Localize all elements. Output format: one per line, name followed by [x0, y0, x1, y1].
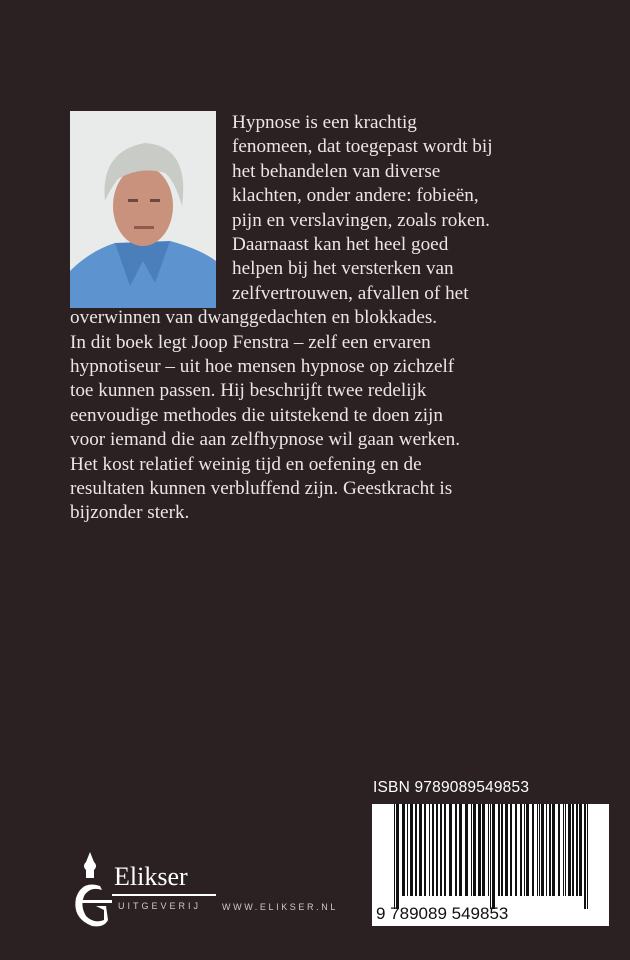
barcode-bar — [432, 804, 434, 896]
barcode-bar — [444, 804, 446, 896]
barcode-bar — [410, 804, 413, 896]
barcode-bar — [465, 804, 468, 896]
barcode-bar — [478, 804, 481, 896]
barcode-bar — [587, 804, 588, 909]
barcode-bar — [436, 804, 438, 896]
barcode-digits: 9 789089 549853 — [376, 904, 509, 923]
blurb-line: toe kunnen passen. Hij beschrijft twee redelijk — [70, 380, 427, 402]
barcode — [372, 804, 609, 926]
barcode-bar — [424, 804, 426, 896]
barcode-bar — [473, 804, 476, 896]
barcode-bar — [537, 804, 538, 896]
blurb-line: Het kost relatief weinig tijd en oefening en de — [70, 453, 422, 475]
barcode-bar — [396, 804, 399, 909]
barcode-bar — [565, 804, 566, 896]
barcode-bar — [546, 804, 547, 896]
blurb-line: pijn en verslavingen, zoals roken. — [232, 209, 490, 231]
barcode-bar — [498, 804, 500, 896]
publisher-website[interactable]: WWW.ELIKSER.NL — [222, 902, 338, 912]
publisher-subtitle: UITGEVERIJ — [118, 901, 202, 911]
blurb-line: resultaten kunnen verbluffend zijn. Geestkracht is — [70, 478, 453, 499]
blurb-line: Hypnose is een krachtig — [232, 112, 417, 133]
logo-divider — [112, 894, 216, 896]
barcode-bar — [526, 804, 529, 896]
blurb-line: voor iemand die aan zelfhypnose wil gaan werken. — [70, 429, 460, 451]
blurb-line: In dit boek legt Joop Fenstra – zelf een ervaren — [70, 331, 431, 353]
blurb-line: hypnotiseur – uit hoe mensen hypnose op zichzelf — [70, 356, 455, 377]
publisher-name: Elikser — [114, 862, 188, 891]
blurb-line: klachten, onder andere: fobieën, — [232, 185, 479, 207]
barcode-bar — [539, 804, 540, 896]
barcode-bar — [492, 804, 495, 909]
barcode-bar — [558, 804, 560, 896]
barcode-bar — [584, 804, 586, 909]
blurb-line: Daarnaast kan het heel goed — [232, 234, 449, 255]
barcode-bar — [501, 804, 503, 896]
blurb-line: helpen bij het versterken van — [232, 258, 454, 280]
barcode-bar — [455, 804, 457, 896]
barcode-bar — [488, 804, 489, 896]
barcode-bar — [440, 804, 442, 896]
barcode-bar — [505, 804, 508, 896]
barcode-bar — [541, 804, 544, 896]
barcode-bar — [459, 804, 462, 896]
barcode-bar — [394, 804, 395, 909]
barcode-bar — [429, 804, 430, 896]
barcode-bar — [515, 804, 517, 896]
barcode-bars — [392, 804, 592, 909]
barcode-bar — [552, 804, 555, 896]
blurb-line: fenomeen, dat toegepast wordt bij — [232, 136, 493, 158]
blurb-line: het behandelen van diverse — [232, 160, 441, 182]
barcode-bar — [449, 804, 452, 896]
barcode-bar — [471, 804, 472, 896]
barcode-bar — [579, 804, 582, 896]
barcode-bar — [576, 804, 578, 896]
barcode-bar — [490, 804, 491, 909]
barcode-bar — [407, 804, 408, 896]
barcode-bar — [415, 804, 417, 896]
barcode-bar — [520, 804, 522, 896]
barcode-bar — [419, 804, 422, 896]
isbn-label: ISBN 9789089549853 — [373, 779, 530, 796]
barcode-bar — [568, 804, 571, 896]
blurb-line: eenvoudige methodes die uitstekend te doen zijn — [70, 404, 443, 426]
publisher-logo-icon — [70, 850, 114, 934]
author-photo — [70, 111, 216, 308]
barcode-bar — [524, 804, 525, 896]
barcode-bar — [510, 804, 512, 896]
barcode-bar — [563, 804, 564, 896]
blurb-line: bijzonder sterk. — [70, 502, 190, 524]
barcode-bar — [532, 804, 534, 896]
barcode-bar — [549, 804, 551, 896]
blurb-line: overwinnen van dwanggedachten en blokkades. — [70, 307, 438, 329]
barcode-bar — [402, 804, 405, 896]
blurb-line: zelfvertrouwen, afvallen of het — [232, 282, 469, 304]
barcode-bar — [482, 804, 485, 896]
barcode-bar — [572, 804, 574, 896]
